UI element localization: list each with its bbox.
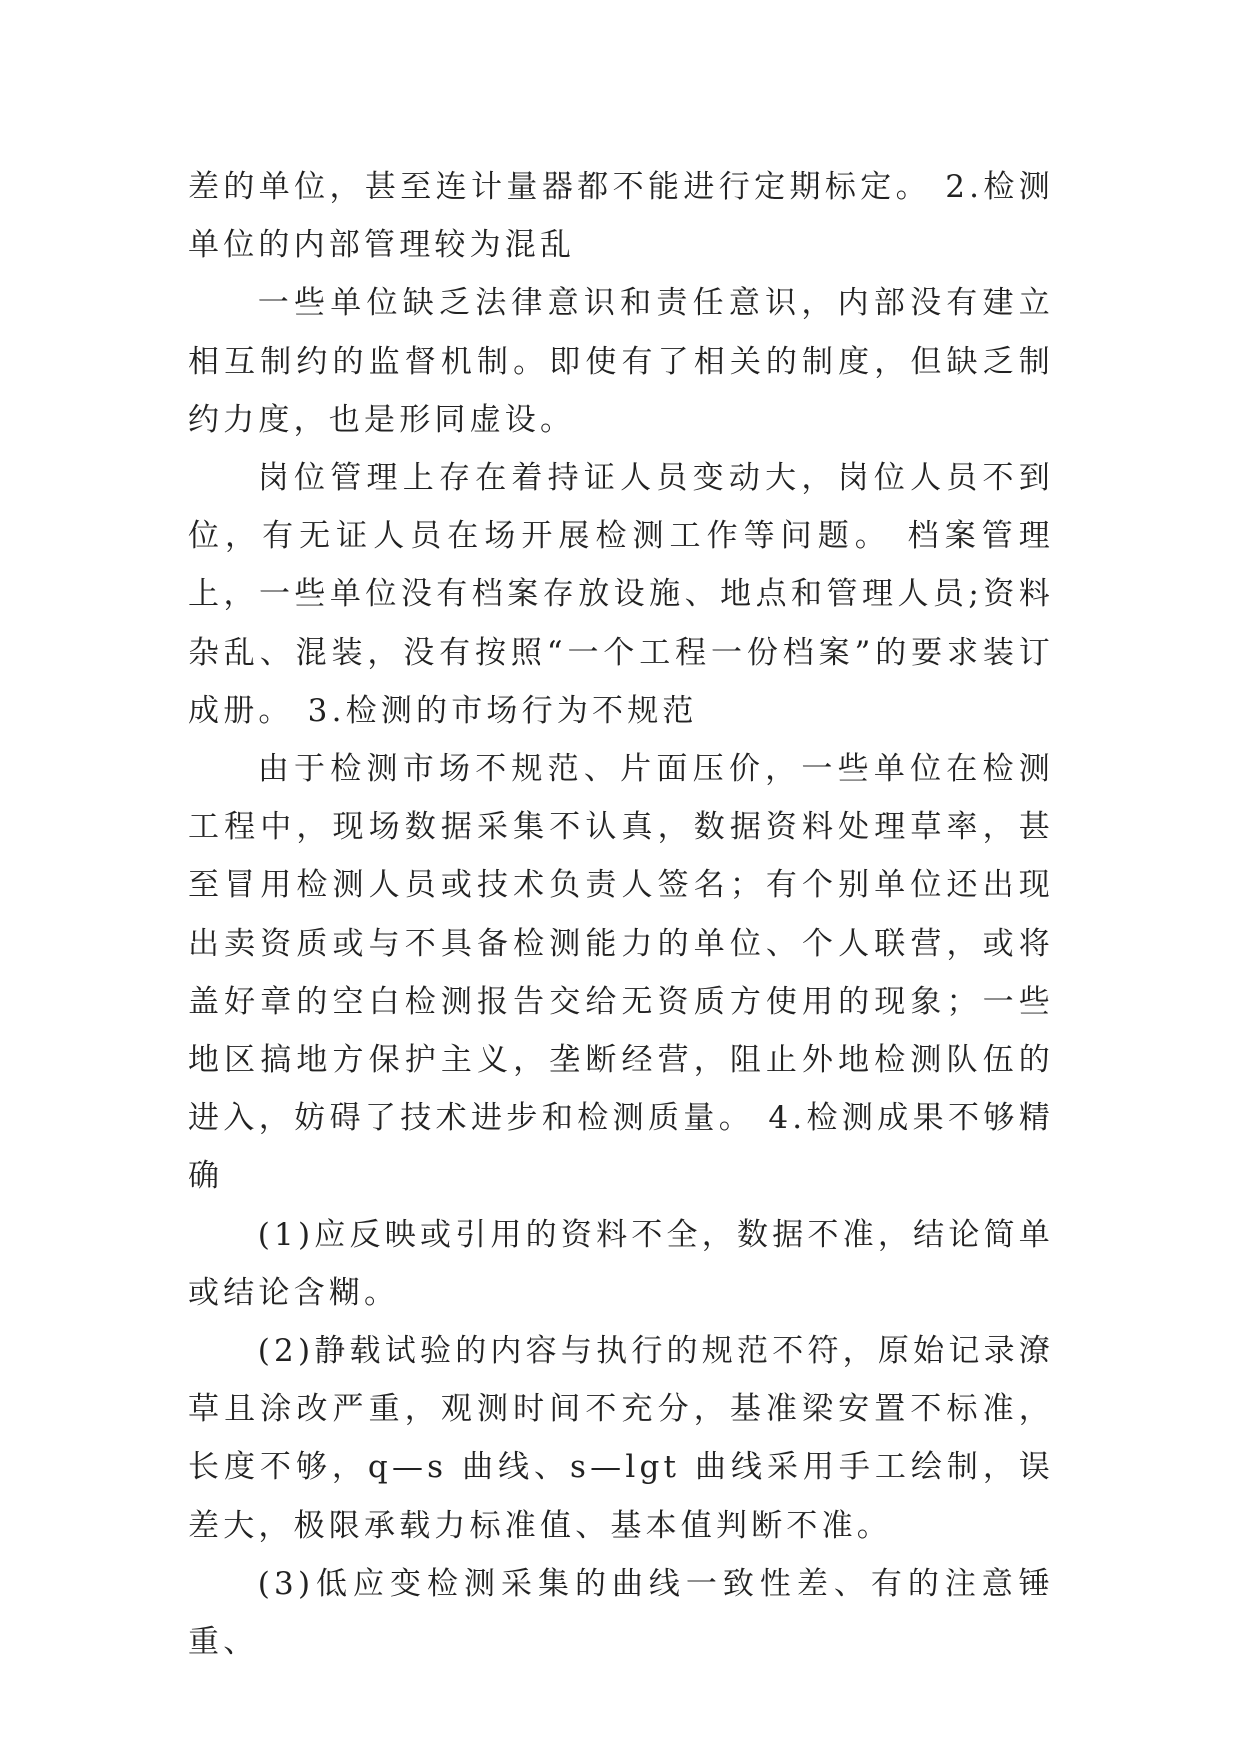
paragraph-2: 一些单位缺乏法律意识和责任意识，内部没有建立相互制约的监督机制。即使有了相关的制度，但缺乏制约力度，也是形同虚设。: [188, 285, 1054, 438]
paragraph-1: 差的单位，甚至连计量器都不能进行定期标定。 2.检测单位的内部管理较为混乱: [188, 169, 1054, 264]
paragraph-6: (2)静载试验的内容与执行的规范不符，原始记录潦草且涂改严重，观测时间不充分，基准梁安置不标准，长度不够，q—s 曲线、s—lgt 曲线采用手工绘制，误差大，极限承载力标准值、基本值判断不准。: [188, 1333, 1054, 1544]
paragraph-4: 由于检测市场不规范、片面压价，一些单位在检测工程中，现场数据采集不认真，数据资料处理草率，甚至冒用检测人员或技术负责人签名；有个别单位还出现出卖资质或与不具备检测能力的单位、个人联营，或将盖好章的空白检测报告交给无资质方使用的现象；一些地区搞地方保护主义，垄断经营，阻止外地检测队伍的进入，妨碍了技术进步和检测质量。 4.检测成果不够精确: [188, 751, 1054, 1195]
paragraph-7: (3)低应变检测采集的曲线一致性差、有的注意锤重、: [188, 1565, 1054, 1661]
paragraph-3: 岗位管理上存在着持证人员变动大，岗位人员不到位，有无证人员在场开展检测工作等问题。 档案管理上，一些单位没有档案存放设施、地点和管理人员;资料杂乱、混装，没有按照“一个工程一份档案”的要求装订成册。 3.检测的市场行为不规范: [188, 460, 1054, 729]
paragraph-5: (1)应反映或引用的资料不全，数据不准，结论简单或结论含糊。: [188, 1216, 1054, 1311]
document-body: [188, 158, 1054, 1671]
